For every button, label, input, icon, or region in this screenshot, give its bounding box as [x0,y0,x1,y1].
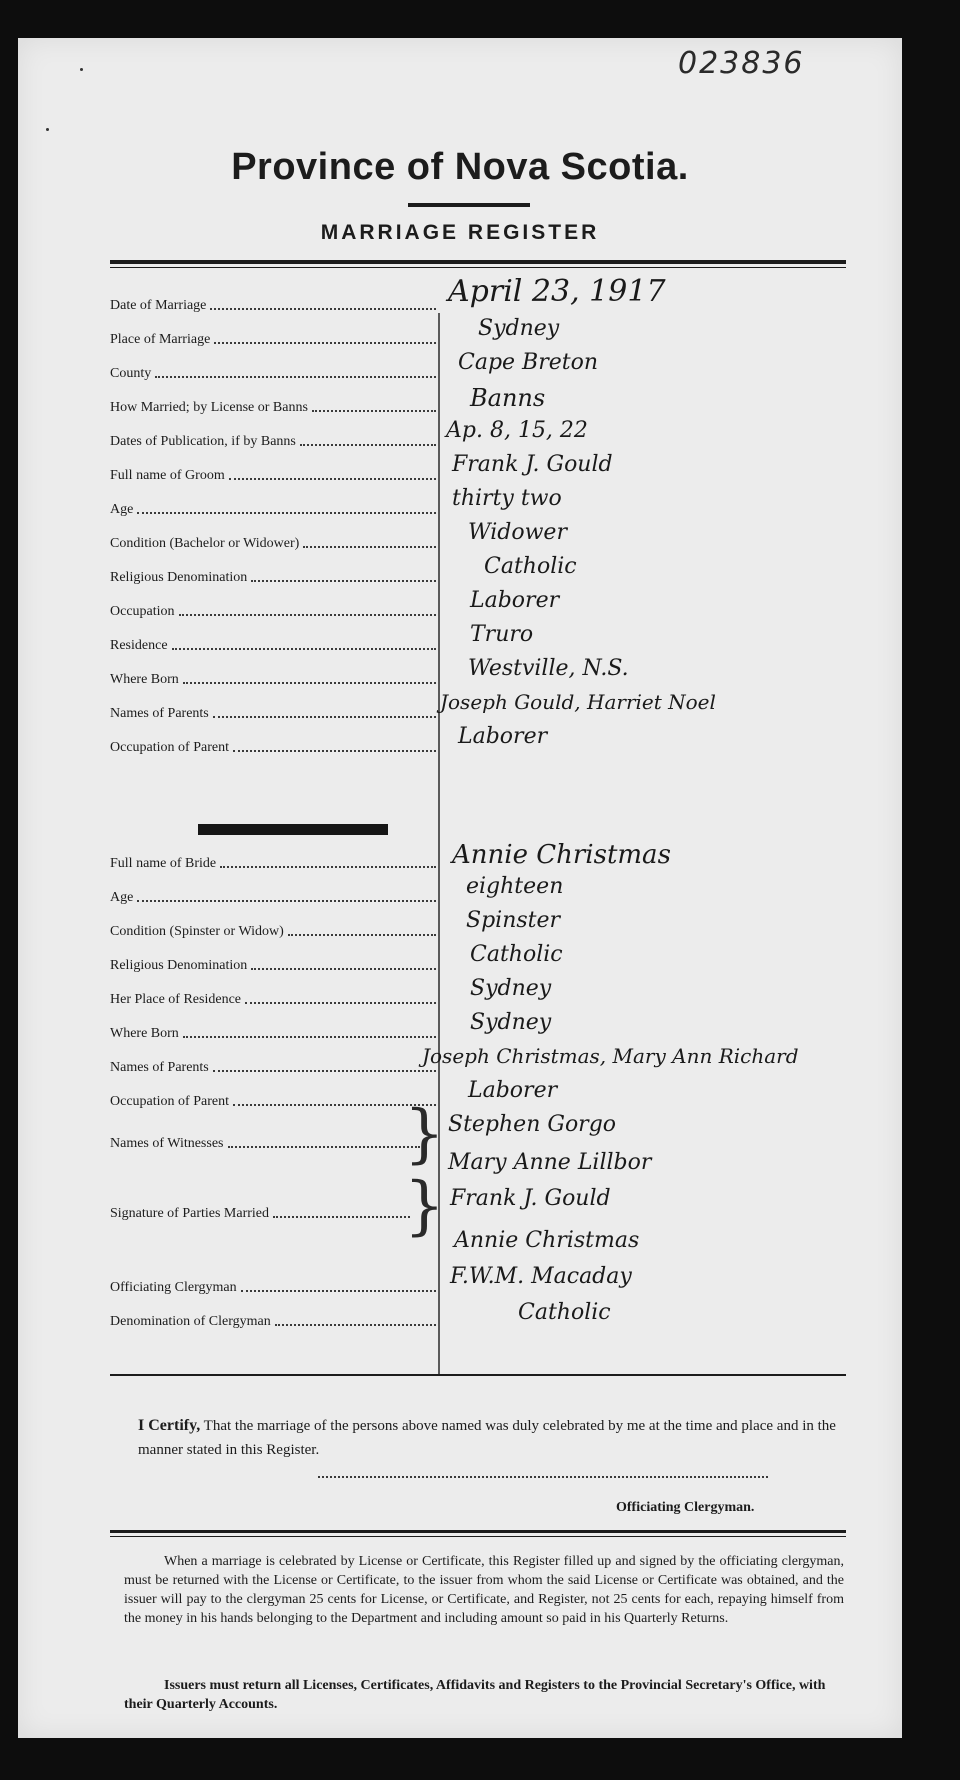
value-how-married: Banns [470,384,546,412]
value-bride-name: Annie Christmas [452,840,671,870]
value-bride-condition: Spinster [466,908,561,933]
value-date-of-marriage: April 23, 1917 [448,274,666,309]
certify-lead: I Certify, [138,1417,201,1434]
certify-rule [110,1374,846,1376]
value-officiating-clergyman: F.W.M. Macaday [450,1264,632,1289]
field-witnesses: Names of Witnesses [110,1132,420,1152]
value-groom-age: thirty two [452,486,562,511]
field-groom-name: Full name of Groom [110,464,436,484]
notice-rule [110,1530,846,1533]
field-groom-age: Age [110,498,436,518]
field-groom-religion: Religious Denomination [110,566,436,586]
value-signature-groom: Frank J. Gould [450,1186,611,1211]
field-groom-parents: Names of Parents [110,702,436,722]
field-groom-residence: Residence [110,634,436,654]
certify-text: That the marriage of the persons above named was duly celebrated by me at the time and place and in the manner stated in this Register. [138,1418,836,1458]
field-county: County [110,362,436,382]
certification-statement [138,1414,848,1462]
value-groom-name: Frank J. Gould [452,452,613,477]
value-groom-residence: Truro [470,622,534,647]
value-signature-bride: Annie Christmas [454,1228,640,1253]
value-place-of-marriage: Sydney [478,316,560,341]
field-clergy-denomination: Denomination of Clergyman [110,1310,436,1330]
value-county: Cape Breton [458,350,599,375]
header-rule [110,260,846,264]
witnesses-brace: } [404,1097,445,1171]
value-bride-religion: Catholic [470,942,563,967]
field-officiating-clergyman: Officiating Clergyman [110,1276,436,1296]
notice-rule-thin [110,1536,846,1537]
ink-speck [46,128,49,131]
field-dates-of-publication: Dates of Publication, if by Banns [110,430,436,450]
field-signatures: Signature of Parties Married [110,1202,410,1222]
field-bride-name: Full name of Bride [110,852,436,872]
field-bride-religion: Religious Denomination [110,954,436,974]
value-bride-age: eighteen [466,874,564,899]
value-groom-religion: Catholic [484,554,577,579]
value-bride-birthplace: Sydney [470,1010,552,1035]
field-bride-age: Age [110,886,436,906]
field-bride-residence: Her Place of Residence [110,988,436,1008]
form-title: Province of Nova Scotia. [231,146,689,188]
value-bride-residence: Sydney [470,976,552,1001]
signatures-brace: } [404,1169,445,1243]
issuers-note: Issuers must return all Licenses, Certificates, Affidavits and Registers to the Provincial Secretary's Office, with their Quarterly Accounts. [124,1678,826,1712]
value-witness-2: Mary Anne Lillbor [448,1150,652,1175]
value-groom-parents: Joseph Gould, Harriet Noel [440,690,716,714]
signature-caption: Officiating Clergyman. [616,1500,755,1515]
field-bride-parents: Names of Parents [110,1056,436,1076]
ink-speck [80,68,83,71]
field-groom-birthplace: Where Born [110,668,436,688]
field-bride-birthplace: Where Born [110,1022,436,1042]
value-witness-1: Stephen Gorgo [448,1112,617,1137]
form-subtitle: MARRIAGE REGISTER [320,221,600,244]
field-date-of-marriage: Date of Marriage [110,294,436,314]
field-groom-condition: Condition (Bachelor or Widower) [110,532,436,552]
value-bride-parent-occupation: Laborer [468,1078,558,1103]
section-divider-bar [198,824,388,835]
register-number: 023836 [678,46,805,81]
value-dates-of-publication: Ap. 8, 15, 22 [446,418,588,443]
field-place-of-marriage: Place of Marriage [110,328,436,348]
title-rule [408,203,530,207]
value-groom-condition: Widower [468,520,567,545]
value-groom-birthplace: Westville, N.S. [468,656,629,681]
value-clergy-denomination: Catholic [518,1300,611,1325]
value-groom-occupation: Laborer [470,588,560,613]
clergyman-signature-line [318,1476,768,1478]
field-bride-condition: Condition (Spinster or Widow) [110,920,436,940]
value-bride-parents: Joseph Christmas, Mary Ann Richard [422,1044,799,1068]
field-groom-occupation: Occupation [110,600,436,620]
field-how-married: How Married; by License or Banns [110,396,436,416]
value-groom-parent-occupation: Laborer [458,724,548,749]
field-bride-parent-occupation: Occupation of Parent [110,1090,436,1110]
license-notice: When a marriage is celebrated by License or Certificate, this Register filled up and signed by the officiating clergyman, must be returned with the License or Certificate, to the issuer from whom the said License or Certificate was obtained, and the issuer will pay to the clergyman 25 cents for License, or Certificate, and Register, not 25 cents for each, repaying himself from the money in his hands belonging to the Department and including amount so paid in his Quarterly Returns. [124,1554,844,1626]
marriage-register-form [18,38,902,1738]
field-groom-parent-occupation: Occupation of Parent [110,736,436,756]
header-rule-thin [110,267,846,268]
